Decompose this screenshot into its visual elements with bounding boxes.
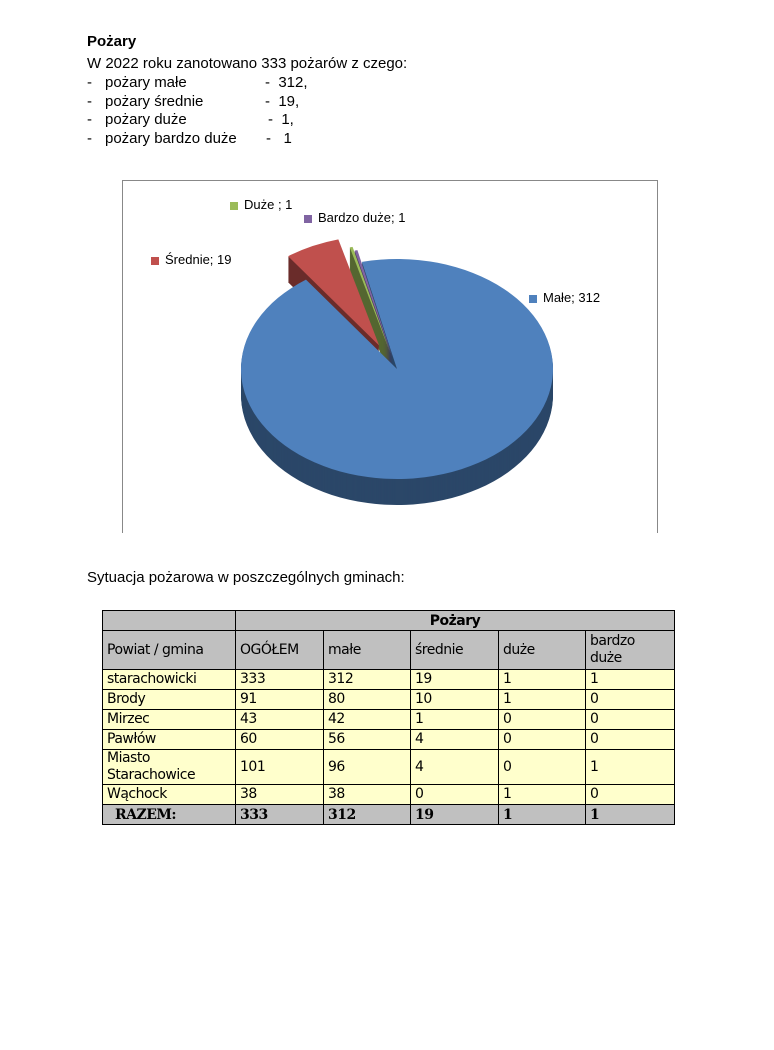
table-cell: 0: [499, 730, 586, 750]
table-cell: 4: [411, 730, 499, 750]
table-cell: 91: [236, 690, 324, 710]
intro-text: W 2022 roku zanotowano 333 pożarów z czego:: [87, 55, 408, 72]
total-cell: 1: [586, 805, 675, 825]
table-cell: 333: [236, 670, 324, 690]
column-header: duże: [499, 631, 586, 670]
table-cell: 0: [411, 785, 499, 805]
empty-header-cell: [103, 611, 236, 631]
table-cell: 38: [236, 785, 324, 805]
table-cell: 1: [411, 710, 499, 730]
table-cell: 0: [499, 750, 586, 785]
pie-chart: [122, 180, 658, 533]
data-label-srednie: Średnie; 19: [165, 252, 232, 267]
table-row: [103, 710, 675, 730]
table-cell: 96: [324, 750, 411, 785]
list-item-dash: -: [87, 74, 92, 91]
table-cell: starachowicki: [103, 670, 236, 690]
swatch-male: [529, 295, 537, 303]
list-item-value: - 1: [266, 129, 292, 147]
total-cell: 1: [499, 805, 586, 825]
column-header: OGÓŁEM: [236, 631, 324, 670]
legend-label-bardzo-duze: [304, 210, 405, 225]
table-cell: Mirzec: [103, 710, 236, 730]
list-item-value: - 1,: [268, 111, 294, 128]
column-header: Powiat / gmina: [103, 631, 236, 670]
table-cell: 1: [499, 785, 586, 805]
data-label-bardzo-duze: Bardzo duże; 1: [318, 210, 406, 225]
list-item-value: - 312,: [265, 74, 308, 91]
table-cell: 1: [499, 670, 586, 690]
swatch-duze: [230, 202, 238, 210]
table-cell: 1: [586, 670, 675, 690]
list-item-dash: -: [87, 92, 92, 110]
table-cell: 0: [586, 710, 675, 730]
total-cell: 333: [236, 805, 324, 825]
column-header: średnie: [411, 631, 499, 670]
data-label-male: Małe; 312: [543, 290, 601, 305]
column-header: bardzo duże: [586, 631, 675, 670]
table-cell: 1: [499, 690, 586, 710]
list-item-value: - 19,: [265, 92, 300, 110]
table-cell: 312: [324, 670, 411, 690]
table-cell: Wąchock: [103, 785, 236, 805]
table-cell: 43: [236, 710, 324, 730]
group-header: Pożary: [236, 611, 675, 631]
list-item-label: pożary średnie: [105, 92, 204, 110]
swatch-srednie: [151, 257, 159, 265]
legend-label-srednie: [151, 252, 232, 267]
table-cell: 101: [236, 750, 324, 785]
table-cell: 10: [411, 690, 499, 710]
table-cell: 60: [236, 730, 324, 750]
table-cell: 56: [324, 730, 411, 750]
fires-by-commune-table: [102, 610, 675, 825]
table-row: [103, 690, 675, 710]
table-header-row: [103, 631, 675, 670]
total-cell: 312: [324, 805, 411, 825]
table-row: [103, 785, 675, 805]
table-section-title: Sytuacja pożarowa w poszczególnych gminach:: [87, 569, 405, 586]
table-cell: Miasto Starachowice: [103, 750, 236, 785]
legend-label-duze: [230, 197, 292, 212]
table-row: [103, 670, 675, 690]
table-row: [103, 750, 675, 785]
table-cell: 0: [499, 710, 586, 730]
list-item-dash: -: [87, 111, 92, 128]
table-cell: 38: [324, 785, 411, 805]
legend-label-male: [529, 290, 600, 305]
table-cell: 0: [586, 730, 675, 750]
table-cell: 42: [324, 710, 411, 730]
data-label-duze: Duże ; 1: [244, 197, 293, 212]
list-item-dash: -: [87, 129, 92, 147]
pie-slice-male: [241, 259, 553, 479]
total-cell: RAZEM:: [103, 805, 236, 825]
table-group-header-row: [103, 611, 675, 631]
table-row: [103, 730, 675, 750]
column-header: małe: [324, 631, 411, 670]
table-cell: 0: [586, 785, 675, 805]
table-cell: 80: [324, 690, 411, 710]
total-cell: 19: [411, 805, 499, 825]
table-cell: 0: [586, 690, 675, 710]
table-cell: 1: [586, 750, 675, 785]
table-cell: Pawłów: [103, 730, 236, 750]
swatch-bardzo-duze: [304, 215, 312, 223]
list-item-label: pożary bardzo duże: [105, 129, 237, 147]
list-item-label: pożary duże: [105, 111, 187, 128]
section-heading: Pożary: [87, 33, 137, 50]
list-item-label: pożary małe: [105, 74, 187, 91]
table-total-row: [103, 805, 675, 825]
table-cell: 4: [411, 750, 499, 785]
table-cell: Brody: [103, 690, 236, 710]
pie-svg: [123, 181, 657, 533]
table-cell: 19: [411, 670, 499, 690]
